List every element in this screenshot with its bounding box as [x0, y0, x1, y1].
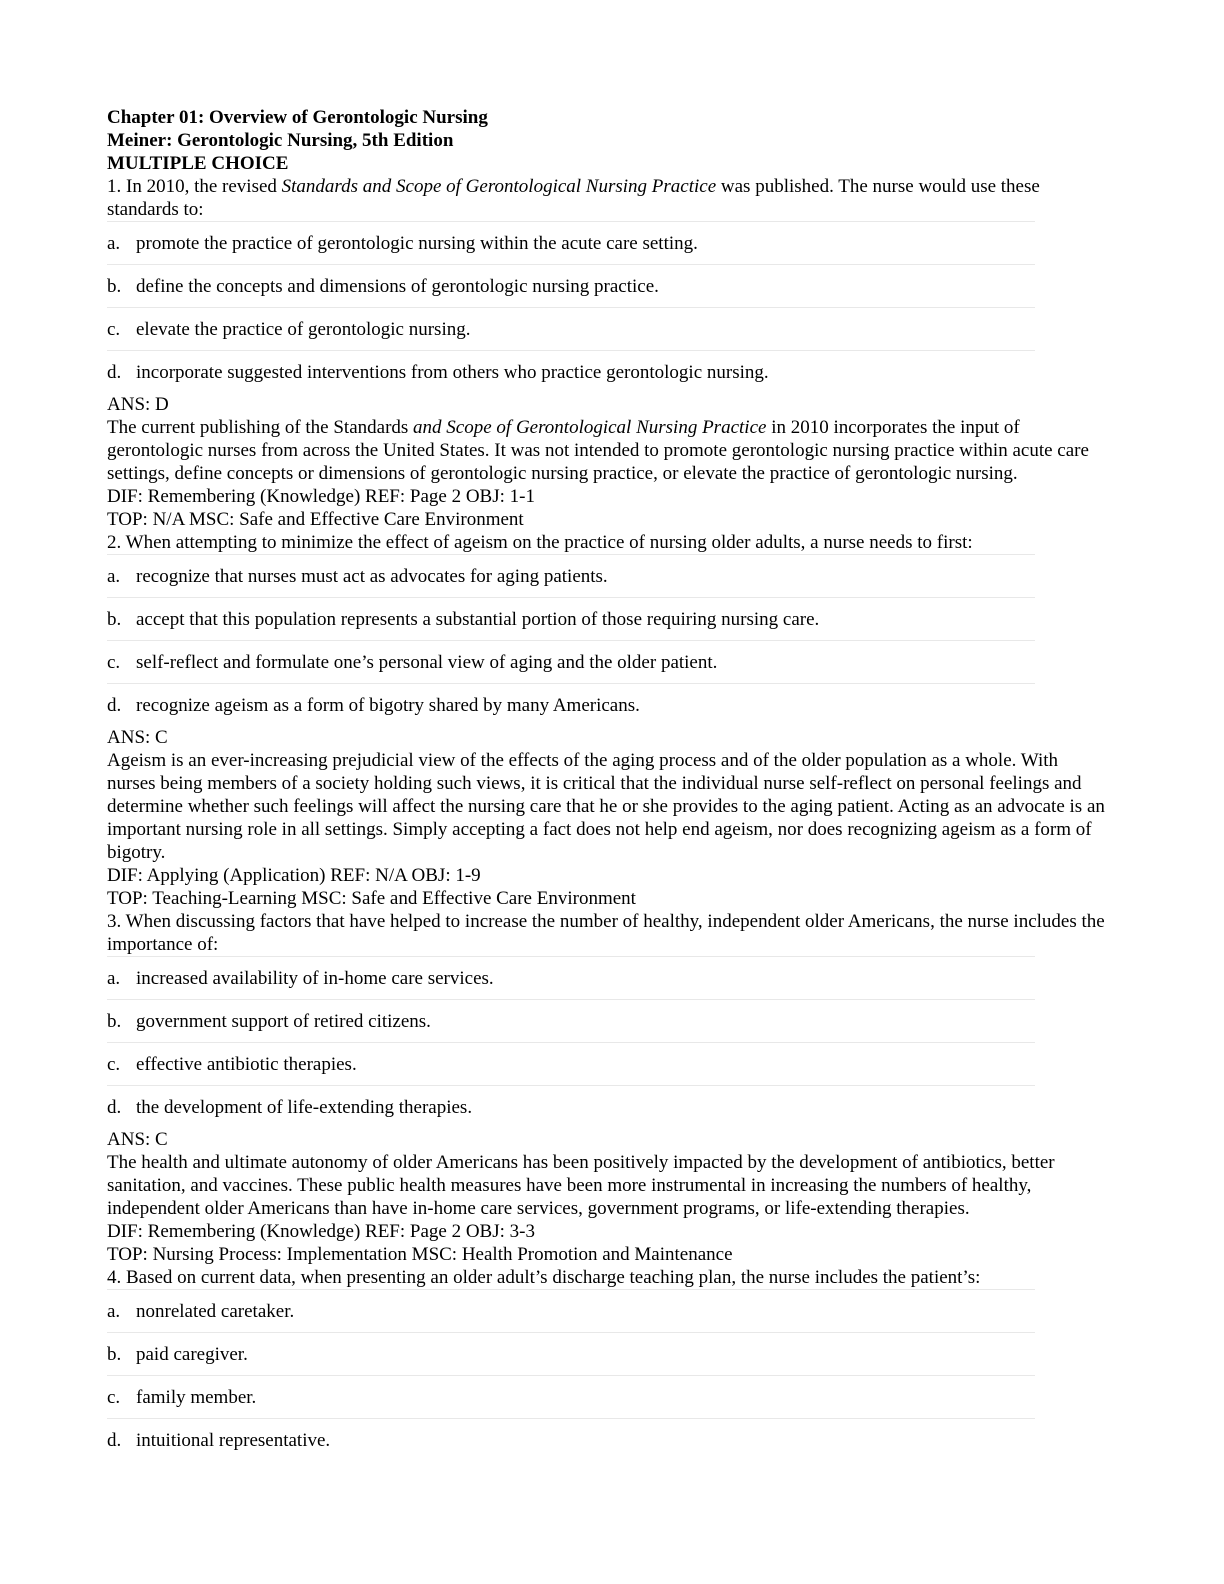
choice-letter: d. — [107, 694, 122, 716]
choice-text: define the concepts and dimensions of gerontologic nursing practice. — [136, 275, 659, 297]
choice-item — [107, 1375, 1035, 1418]
choice-letter: b. — [107, 608, 122, 630]
choice-letter: c. — [107, 1386, 121, 1408]
choice-item — [107, 1289, 1035, 1332]
choice-text: government support of retired citizens. — [136, 1010, 431, 1032]
choice-item — [107, 640, 1035, 683]
choice-text: self-reflect and formulate one’s personal view of aging and the older patient. — [136, 651, 718, 673]
answer-key: ANS: D — [107, 394, 169, 415]
choice-text: the development of life-extending therapies. — [136, 1096, 473, 1118]
question-stem: 2. When attempting to minimize the effect of ageism on the practice of nursing older adults, a nurse needs to first: — [107, 532, 973, 553]
choice-list — [107, 1289, 1035, 1461]
choice-letter: a. — [107, 967, 121, 989]
choice-letter: b. — [107, 1010, 122, 1032]
choice-letter: c. — [107, 651, 121, 673]
choice-item — [107, 999, 1035, 1042]
choice-item — [107, 307, 1035, 350]
choice-text: promote the practice of gerontologic nursing within the acute care setting. — [136, 232, 698, 254]
answer-key: ANS: C — [107, 1129, 168, 1150]
chapter-title: Chapter 01: Overview of Gerontologic Nursing — [107, 107, 488, 128]
question-stem — [107, 175, 1107, 221]
rationale-text: in 2010 incorporates the input of gerontologic nurses from across the United States. It was not intended to promote gerontologic nursing practice within acute care settings, define concepts or dimensions of gerontologic nursing practice, or elevate the practice of gerontologic nursing. — [107, 417, 1089, 484]
choice-list — [107, 554, 1035, 726]
choice-item — [107, 1418, 1035, 1461]
choice-text: accept that this population represents a substantial portion of those requiring nursing care. — [136, 608, 820, 630]
choice-item — [107, 597, 1035, 640]
choice-letter: d. — [107, 1429, 122, 1451]
choice-item — [107, 1042, 1035, 1085]
choice-list — [107, 221, 1035, 393]
choice-letter: b. — [107, 275, 122, 297]
difficulty-line: DIF: Applying (Application) REF: N/A OBJ: 1-9 — [107, 865, 481, 886]
topic-line: TOP: Nursing Process: Implementation MSC: Health Promotion and Maintenance — [107, 1244, 733, 1265]
book-title: Meiner: Gerontologic Nursing, 5th Edition — [107, 130, 454, 151]
choice-item — [107, 264, 1035, 307]
rationale-italic-title: and Scope of Gerontological Nursing Practice — [413, 417, 767, 438]
choice-text: nonrelated caretaker. — [136, 1300, 295, 1322]
choice-letter: c. — [107, 1053, 121, 1075]
topic-line: TOP: Teaching-Learning MSC: Safe and Effective Care Environment — [107, 888, 636, 909]
choice-item — [107, 1332, 1035, 1375]
choice-item — [107, 350, 1035, 393]
choice-letter: d. — [107, 361, 122, 383]
section-heading: MULTIPLE CHOICE — [107, 153, 289, 174]
choice-text: intuitional representative. — [136, 1429, 331, 1451]
stem-text: 1. In 2010, the revised — [107, 176, 282, 197]
choice-text: paid caregiver. — [136, 1343, 248, 1365]
choice-letter: d. — [107, 1096, 122, 1118]
rationale-text: The current publishing of the Standards — [107, 417, 414, 438]
difficulty-line: DIF: Remembering (Knowledge) REF: Page 2 OBJ: 3-3 — [107, 1221, 535, 1242]
choice-text: recognize that nurses must act as advocates for aging patients. — [136, 565, 608, 587]
choice-item — [107, 221, 1035, 264]
choice-text: incorporate suggested interventions from others who practice gerontologic nursing. — [136, 361, 769, 383]
rationale: The health and ultimate autonomy of older Americans has been positively impacted by the development of antibiotics, better sanitation, and vaccines. These public health measures have been more instrumental in increasing the numbers of healthy, independent older Americans than have in-home care services, government programs, or life-extending therapies. — [107, 1152, 1055, 1219]
topic-line: TOP: N/A MSC: Safe and Effective Care Environment — [107, 509, 524, 530]
choice-letter: c. — [107, 318, 121, 340]
question-stem: 3. When discussing factors that have helped to increase the number of healthy, independent older Americans, the nurse includes the importance of: — [107, 911, 1105, 955]
choice-text: elevate the practice of gerontologic nursing. — [136, 318, 471, 340]
stem-text: was published. The nurse would use these standards to: — [107, 176, 1040, 220]
choice-list — [107, 956, 1035, 1128]
choice-text: family member. — [136, 1386, 257, 1408]
choice-item — [107, 1085, 1035, 1128]
choice-text: effective antibiotic therapies. — [136, 1053, 357, 1075]
choice-letter: a. — [107, 1300, 121, 1322]
choice-item — [107, 554, 1035, 597]
choice-text: recognize ageism as a form of bigotry shared by many Americans. — [136, 694, 640, 716]
rationale — [107, 416, 1107, 485]
question-stem: 4. Based on current data, when presenting an older adult’s discharge teaching plan, the nurse includes the patient’s: — [107, 1267, 981, 1288]
document-page — [107, 106, 1107, 1461]
choice-text: increased availability of in-home care services. — [136, 967, 494, 989]
stem-italic-title: Standards and Scope of Gerontological Nursing Practice — [281, 176, 717, 197]
choice-item — [107, 956, 1035, 999]
difficulty-line: DIF: Remembering (Knowledge) REF: Page 2 OBJ: 1-1 — [107, 486, 535, 507]
choice-letter: a. — [107, 232, 121, 254]
choice-item — [107, 683, 1035, 726]
choice-letter: a. — [107, 565, 121, 587]
rationale: Ageism is an ever-increasing prejudicial view of the effects of the aging process and of the older population as a whole. With nurses being members of a society holding such views, it is critical that the individual nurse self-reflect on personal feelings and determine whether such feelings will affect the nursing care that he or she provides to the aging patient. Acting as an advocate is an important nursing role in all settings. Simply accepting a fact does not help end ageism, nor does recognizing ageism as a form of bigotry. — [107, 750, 1105, 863]
answer-key: ANS: C — [107, 727, 168, 748]
choice-letter: b. — [107, 1343, 122, 1365]
